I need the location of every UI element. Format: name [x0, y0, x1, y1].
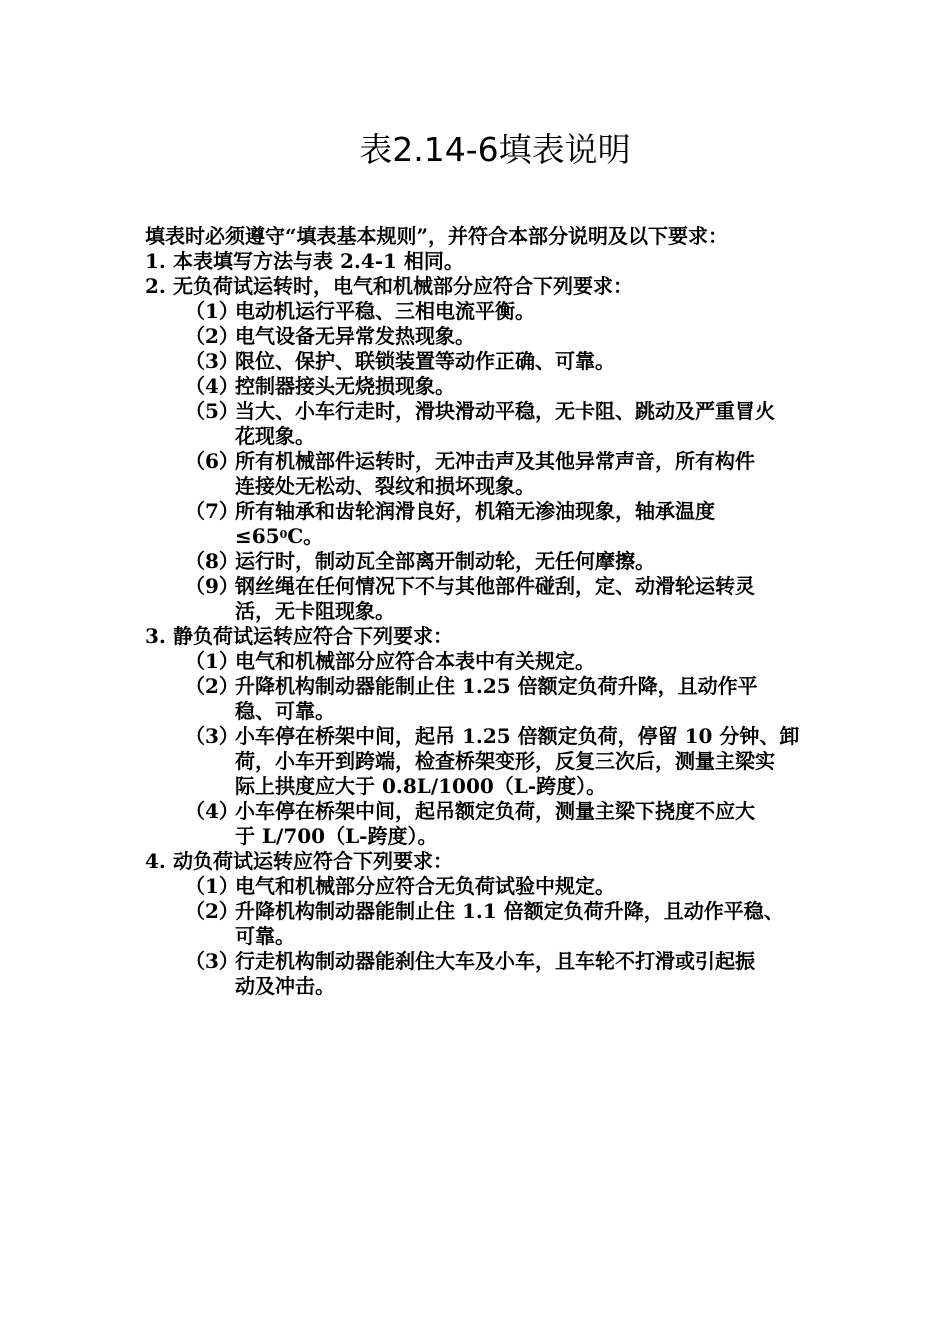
item-marker: （3） [185, 349, 239, 373]
list-item [145, 724, 825, 799]
item-text [235, 949, 815, 999]
list-item [145, 349, 825, 374]
sections-list [145, 249, 825, 999]
item-line: 于 L/700（L-跨度）。 [235, 824, 438, 848]
item-line: 小车停在桥架中间，起吊额定负荷，测量主梁下挠度不应大 [235, 799, 755, 823]
item-marker: （3） [185, 949, 239, 973]
item-marker: （4） [185, 799, 239, 823]
item-text [235, 724, 815, 799]
section-text: 动负荷试运转应符合下列要求： [173, 849, 453, 873]
temperature-value: ≤65 [235, 524, 280, 548]
item-text [235, 799, 815, 849]
item-line: 升降机构制动器能制止住 1.25 倍额定负荷升降，且动作平 [235, 674, 758, 698]
section-heading [145, 849, 825, 874]
list-item [145, 899, 825, 949]
item-marker: （2） [185, 674, 239, 698]
item-marker: （2） [185, 899, 239, 923]
item-text [235, 874, 815, 899]
item-text [235, 574, 815, 624]
section-text: 静负荷试运转应符合下列要求： [173, 624, 453, 648]
item-marker: （4） [185, 374, 239, 398]
item-line: 当大、小车行走时，滑块滑动平稳，无卡阻、跳动及严重冒火 [235, 399, 775, 423]
list-item [145, 799, 825, 849]
item-text [235, 899, 815, 949]
item-line: 电气和机械部分应符合本表中有关规定。 [235, 649, 595, 673]
item-text [235, 549, 815, 574]
item-line: 荷，小车开到跨端，检查桥架变形，反复三次后，测量主梁实 [235, 749, 775, 773]
item-line: 电气和机械部分应符合无负荷试验中规定。 [235, 874, 615, 898]
list-item [145, 949, 825, 999]
item-text [235, 299, 815, 324]
item-marker: （9） [185, 574, 239, 598]
temperature-line [235, 524, 815, 549]
item-line: 限位、保护、联锁装置等动作正确、可靠。 [235, 349, 615, 373]
list-item [145, 449, 825, 499]
item-marker: （7） [185, 499, 239, 523]
item-text [235, 349, 815, 374]
section-2 [145, 274, 825, 624]
list-item [145, 874, 825, 899]
list-item [145, 324, 825, 349]
item-marker: （1） [185, 299, 239, 323]
section-number: 4. [145, 849, 166, 873]
page-title: 表2.14-6填表说明 [359, 130, 631, 169]
list-item [145, 374, 825, 399]
item-marker: （1） [185, 649, 239, 673]
item-line: 控制器接头无烧损现象。 [235, 374, 455, 398]
list-item [145, 399, 825, 449]
degree-superscript: 0 [279, 528, 288, 541]
item-line: 运行时，制动瓦全部离开制动轮，无任何摩擦。 [235, 549, 655, 573]
item-line: 钢丝绳在任何情况下不与其他部件碰刮，定、动滑轮运转灵 [235, 574, 755, 598]
intro-paragraph: 填表时必须遵守“填表基本规则”，并符合本部分说明及以下要求： [145, 224, 729, 248]
item-marker: （2） [185, 324, 239, 348]
item-line: 小车停在桥架中间，起吊 1.25 倍额定负荷，停留 10 分钟、卸 [235, 724, 800, 748]
section-heading [145, 274, 825, 299]
item-text [235, 499, 815, 549]
item-line: 际上拱度应大于 0.8L/1000（L-跨度）。 [235, 774, 607, 798]
item-marker: （1） [185, 874, 239, 898]
list-item [145, 299, 825, 324]
item-marker: （6） [185, 449, 239, 473]
item-line: 所有轴承和齿轮润滑良好，机箱无渗油现象，轴承温度 [235, 499, 715, 523]
item-line: 所有机械部件运转时，无冲击声及其他异常声音，所有构件 [235, 449, 755, 473]
section-text: 无负荷试运转时，电气和机械部分应符合下列要求： [173, 274, 633, 298]
list-item [145, 674, 825, 724]
item-line: 电动机运行平稳、三相电流平衡。 [235, 299, 535, 323]
instructions-body [145, 224, 825, 999]
list-item [145, 574, 825, 624]
section-heading [145, 624, 825, 649]
item-text [235, 674, 815, 724]
item-text [235, 399, 815, 449]
section-4 [145, 849, 825, 999]
item-line: 活，无卡阻现象。 [235, 599, 395, 623]
item-line: 可靠。 [235, 924, 295, 948]
item-text [235, 324, 815, 349]
item-line: 稳、可靠。 [235, 699, 335, 723]
section-heading [145, 249, 825, 274]
item-text [235, 449, 815, 499]
section-3 [145, 624, 825, 849]
item-text [235, 374, 815, 399]
item-marker: （5） [185, 399, 239, 423]
item-line: 行走机构制动器能刹住大车及小车，且车轮不打滑或引起振 [235, 949, 755, 973]
item-text [235, 649, 815, 674]
section-number: 3. [145, 624, 166, 648]
item-line: 花现象。 [235, 424, 315, 448]
list-item [145, 549, 825, 574]
section-1 [145, 249, 825, 274]
item-line: 升降机构制动器能制止住 1.1 倍额定负荷升降，且动作平稳、 [235, 899, 784, 923]
temperature-unit: C。 [287, 524, 324, 548]
list-item [145, 499, 825, 549]
section-text: 本表填写方法与表 2.4-1 相同。 [173, 249, 464, 273]
item-marker: （3） [185, 724, 239, 748]
list-item [145, 649, 825, 674]
item-marker: （8） [185, 549, 239, 573]
item-line: 电气设备无异常发热现象。 [235, 324, 475, 348]
item-line: 动及冲击。 [235, 974, 335, 998]
item-line: 连接处无松动、裂纹和损坏现象。 [235, 474, 535, 498]
section-number: 1. [145, 249, 166, 273]
section-number: 2. [145, 274, 166, 298]
